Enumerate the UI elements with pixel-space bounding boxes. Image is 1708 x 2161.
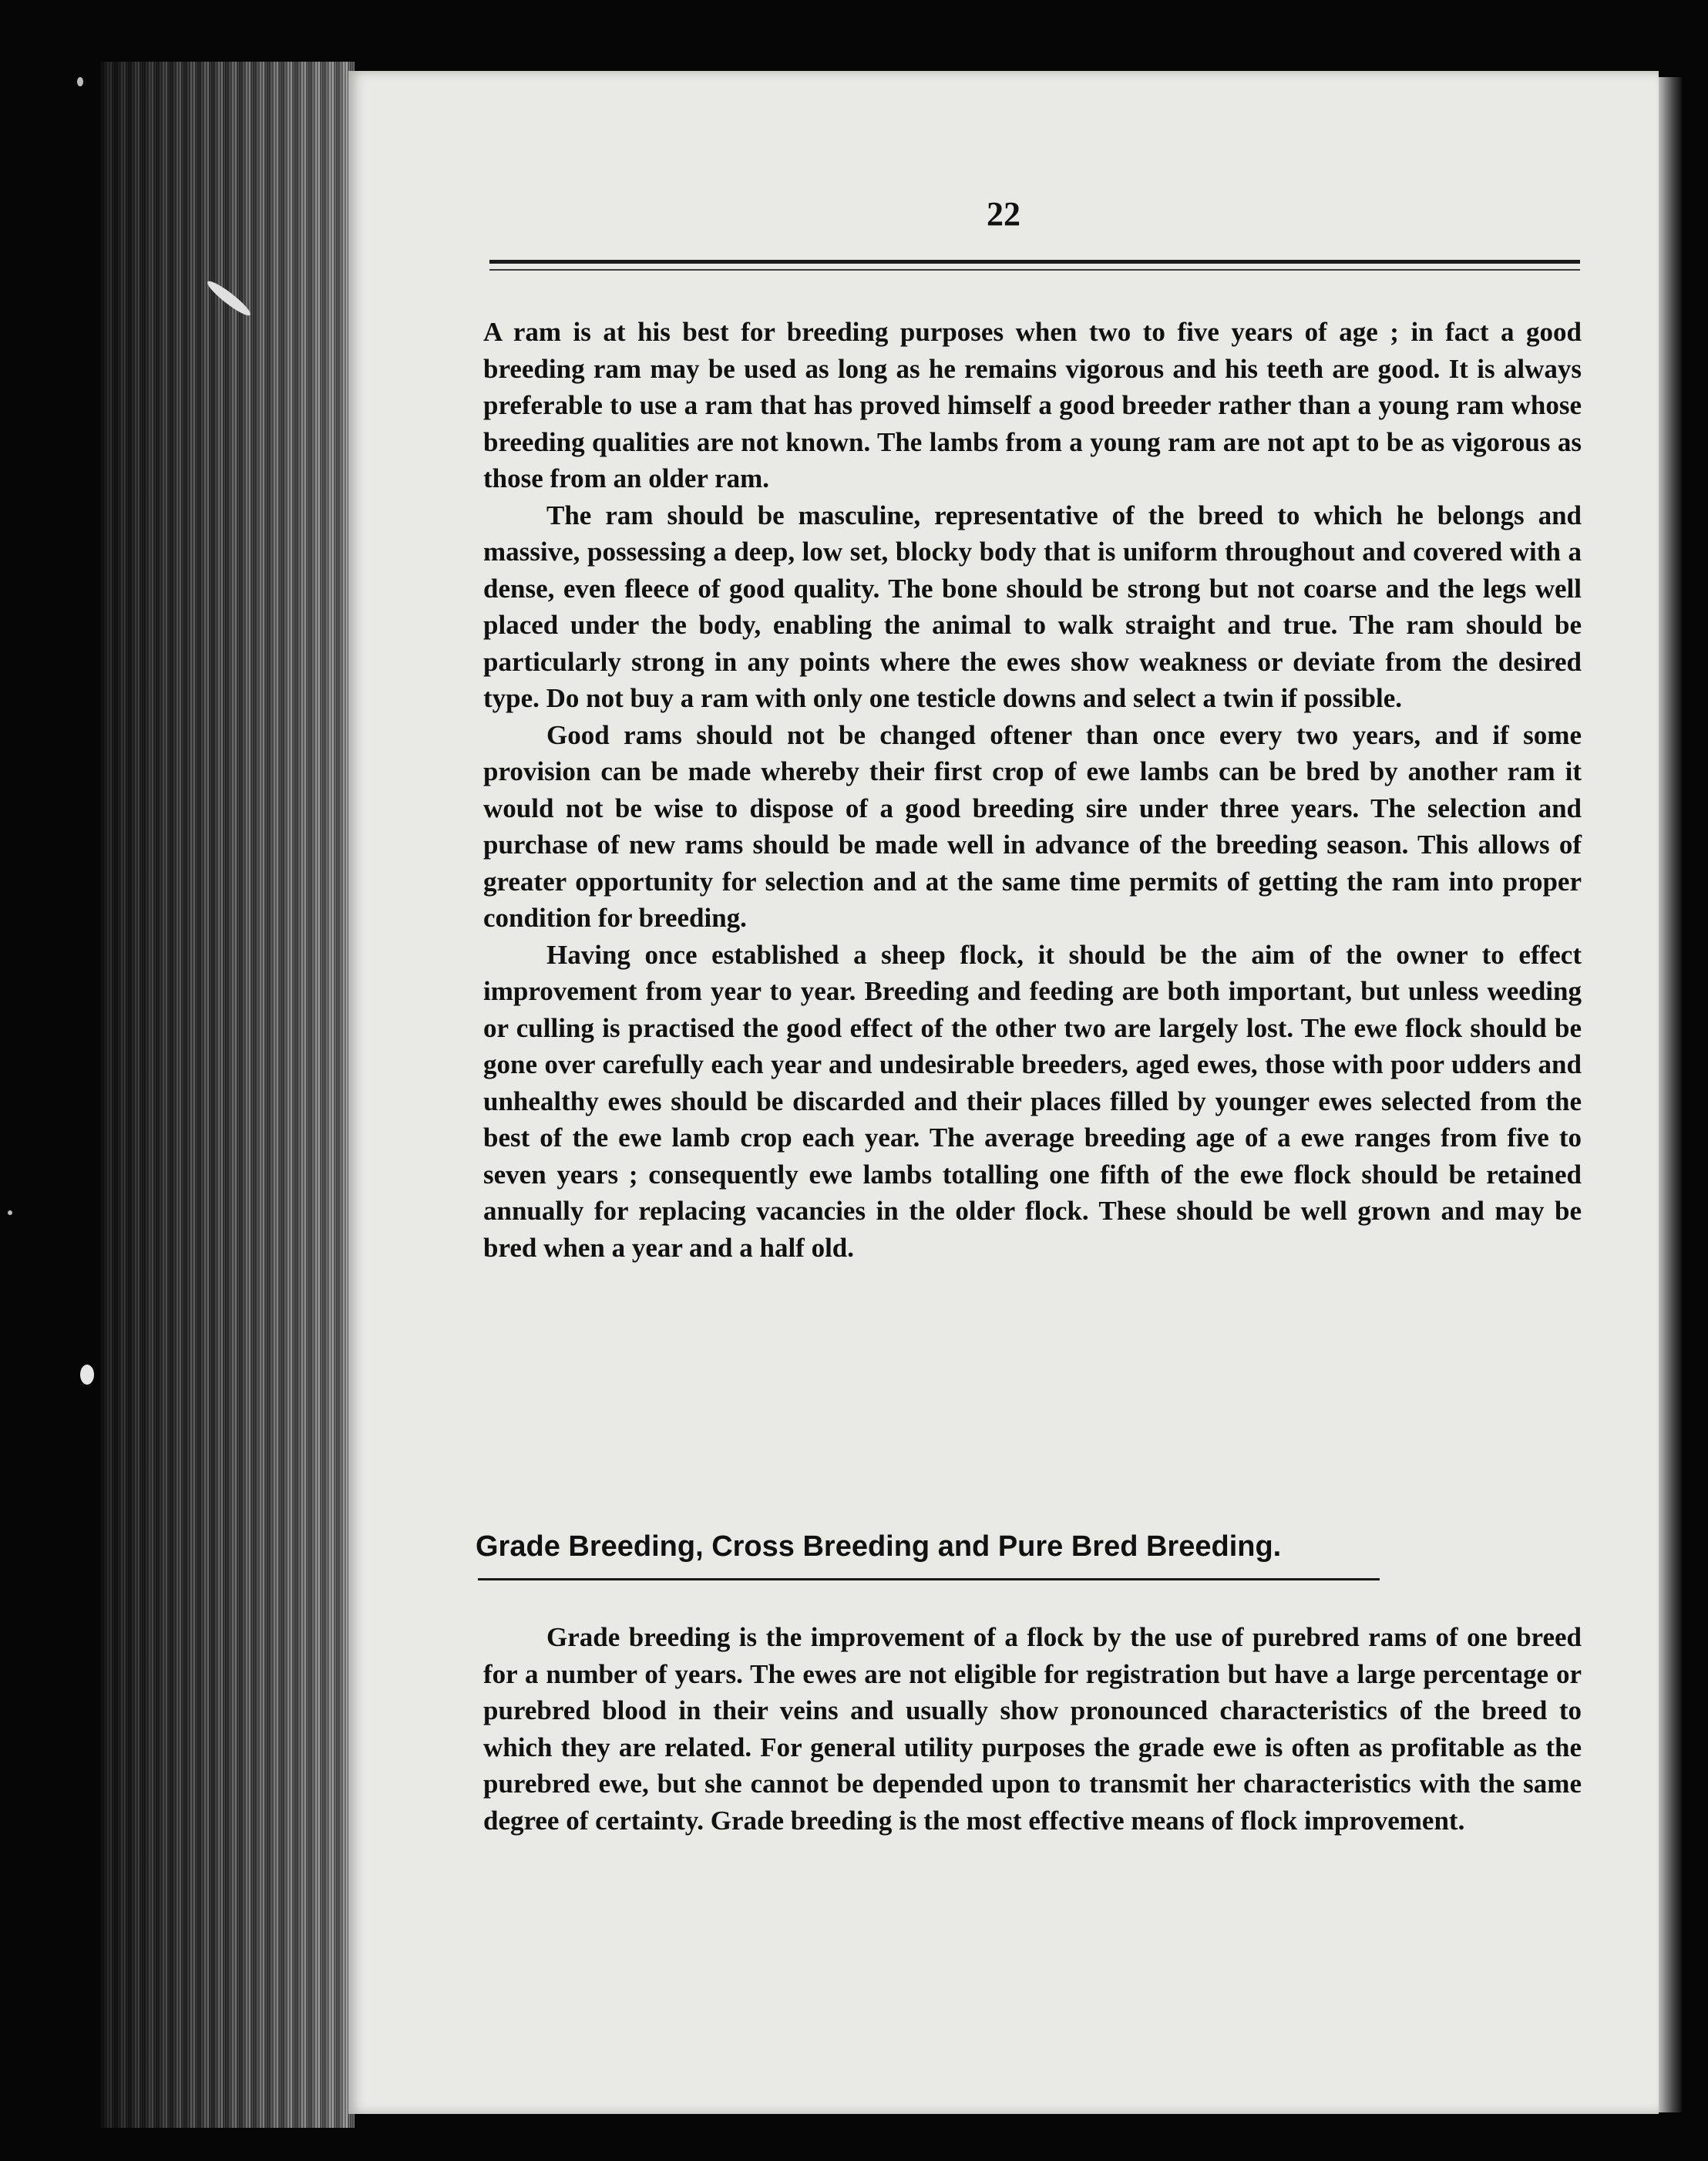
book-binding-shadow: [100, 62, 355, 2128]
page-right-edge: [1659, 77, 1682, 2112]
paragraph: Good rams should not be changed oftener than once every two years, and if some provision can be made whereby their first crop of ewe lambs can be bred by another ram it would not be wise to dispose of a good breeding sire under three years. The selection and purchase of new rams should be made well in advance of the breeding season. This allows of greater opportunity for selection and at the same time permits of getting the ram into proper condition for breeding.: [483, 719, 1582, 933]
paragraph: Having once established a sheep flock, it should be the aim of the owner to effect improvement from year to year. Breeding and feeding are both important, but unless weeding or culling is practised the good effect of the other two are largely lost. The ewe flock should be gone over carefully each year and undesirable breeders, aged ewes, those with poor udders and unhealthy ewes should be discarded and their places filled by younger ewes selected from the best of the ewe lamb crop each year. The average breeding age of a ewe ranges from five to seven years ; consequently ewe lambs totalling one fifth of the ewe flock should be retained annually for replacing vacancies in the older flock. These should be well grown and may be bred when a year and a half old.: [483, 939, 1582, 1263]
scan-speck: [80, 1365, 94, 1385]
page-number: 22: [987, 195, 1020, 233]
paragraph: A ram is at his best for breeding purposes when two to five years of age ; in fact a good breeding ram may be used as long as he remains vigorous and his teeth are good. It is always preferable to use a ram that has proved himself a good breeder rather than a young ram whose breeding qualities are not known. The lambs from a young ram are not apt to be as vigorous as those from an older ram.: [483, 317, 1582, 493]
body-text: [483, 314, 1582, 1266]
document-page: [348, 71, 1659, 2114]
section-heading: Grade Breeding, Cross Breeding and Pure Bred Breeding.: [476, 1530, 1282, 1563]
scan-speck: [8, 1210, 12, 1215]
section-heading-underline: [478, 1578, 1380, 1580]
header-rule: [489, 260, 1580, 271]
paragraph: Grade breeding is the improvement of a flock by the use of purebred rams of one breed for a number of years. The ewes are not eligible for registration but have a large percentage or purebred blood in their veins and usually show pronounced characteristics of the breed to which they are related. For general utility purposes the grade ewe is often as profitable as the purebred ewe, but she cannot be depended upon to transmit her characteristics with the same degree of certainty. Grade breeding is the most effective means of flock improvement.: [483, 1622, 1582, 1836]
scan-speck: [77, 77, 83, 86]
section-text: [483, 1619, 1582, 1839]
paragraph: The ram should be masculine, representative of the breed to which he belongs and massive, possessing a deep, low set, blocky body that is uniform throughout and covered with a dense, even fleece of good quality. The bone should be strong but not coarse and the legs well placed under the body, enabling the animal to walk straight and true. The ram should be particularly strong in any points where the ewes show weakness or deviate from the desired type. Do not buy a ram with only one testicle downs and select a twin if possible.: [483, 500, 1582, 713]
